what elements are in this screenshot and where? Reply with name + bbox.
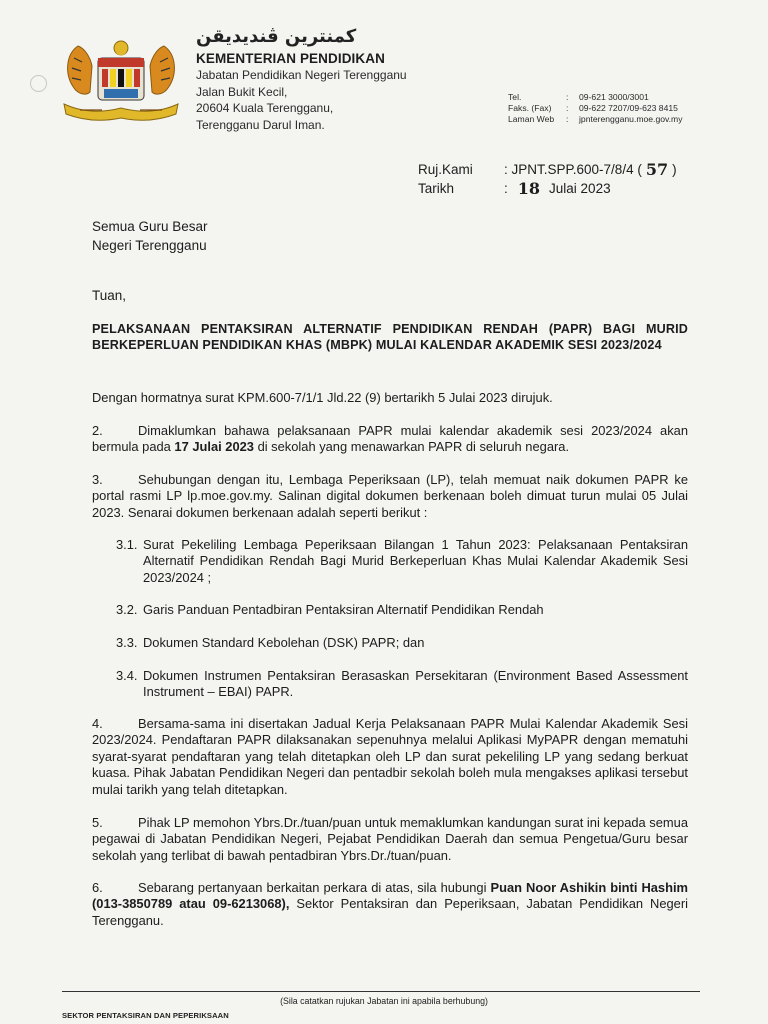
paragraph-2: 2. Dimaklumkan bahawa pelaksanaan PAPR mulai kalendar akademik sesi 2023/2024 akan bermula pada 17 Julai 2023 di sekolah yang menawarkan PAPR di seluruh negara. (92, 423, 688, 455)
address-line: 20604 Kuala Terengganu, (196, 101, 334, 116)
reference-close: ) (672, 162, 677, 177)
contact-label: Laman Web (508, 114, 555, 124)
paragraph-number: 3. (92, 472, 103, 487)
coat-of-arms-icon (60, 36, 182, 124)
paragraph-6: 6. Sebarang pertanyaan berkaitan perkara di atas, sila hubungi Puan Noor Ashikin binti Hashim (013-3850789 atau 09-6213068), Sektor Pentaksiran dan Peperiksaan, Jabatan Pendidikan Negeri Terengganu. (92, 880, 689, 928)
contact-row-fax: Faks. (Fax) : 09-622 7207/09-623 8415 (508, 103, 678, 113)
address-line: Jalan Bukit Kecil, (196, 84, 288, 99)
handwritten-date-day: 18 (517, 178, 541, 198)
department-address (196, 67, 407, 134)
ministry-jawi-name: كمنترين ڤنديديقن (196, 26, 357, 47)
date-row (418, 180, 677, 199)
contact-label: Faks. (Fax) (508, 103, 552, 113)
list-item-text: Garis Panduan Pentadbiran Pentaksiran Alternatif Pendidikan Rendah (143, 602, 544, 617)
address-line: Terengganu Darul Iman. (196, 118, 325, 133)
list-item-number: 3.3. (116, 635, 138, 650)
list-item-number: 3.1. (116, 537, 138, 552)
recipient-block (92, 217, 208, 255)
contact-row-web: Laman Web : jpnterengganu.moe.gov.my (508, 114, 683, 124)
list-item (116, 668, 688, 701)
letter-subject: PELAKSANAAN PENTAKSIRAN ALTERNATIF PENDIDIKAN RENDAH (PAPR) BAGI MURID BERKEPERLUAN PENDIDIKAN KHAS (MBPK) MULAI KALENDAR AKADEMIK SESI 2023/2024 (92, 322, 688, 352)
address-line: Jabatan Pendidikan Negeri Terengganu (196, 68, 407, 82)
paragraph-3: 3. Sehubungan dengan itu, Lembaga Peperiksaan (LP), telah memuat naik dokumen PAPR ke portal rasmi LP lp.moe.gov.my. Salinan digital dokumen berkenaan boleh dimuat turun mulai 05 Julai 2023. Senarai dokumen berkenaan adalah seperti berikut : (92, 472, 688, 520)
list-item (116, 602, 688, 618)
start-date-emphasis: 17 Julai 2023 (174, 439, 254, 455)
list-item (116, 635, 688, 651)
list-item-text: Dokumen Instrumen Pentaksiran Berasaskan Persekitaran (Environment Based Assessment Instrument – EBAI) PAPR. (143, 668, 688, 700)
list-item-number: 3.2. (116, 602, 138, 617)
salutation: Tuan, (92, 288, 127, 303)
reference-label: Ruj.Kami (418, 162, 473, 177)
date-month-year: Julai 2023 (549, 180, 611, 196)
list-item-number: 3.4. (116, 668, 138, 683)
paragraph-5: 5. Pihak LP memohon Ybrs.Dr./tuan/puan untuk memaklumkan kandungan surat ini kepada semua pegawai di Jabatan Pendidikan Negeri, Pejabat Pendidikan Daerah dan semua Pengetua/Guru besar sekolah yang terlibat di bawah pentadbiran Ybrs.Dr./tuan/puan. (92, 815, 688, 863)
recipient-line: Semua Guru Besar (92, 219, 208, 234)
punch-hole-mark (30, 75, 47, 92)
paragraph-number: 5. (92, 815, 103, 830)
contact-block (508, 92, 683, 125)
contact-person-emphasis: Puan Noor Ashikin binti Hashim (013-3850789 atau 09-6213068), (92, 880, 689, 912)
paragraph-number: 2. (92, 423, 103, 438)
paragraph-intro: Dengan hormatnya surat KPM.600-7/1/1 Jld.22 (9) bertarikh 5 Julai 2023 dirujuk. (92, 390, 553, 405)
reference-number: : JPNT.SPP.600-7/8/4 ( (504, 162, 642, 177)
contact-value: 09-622 7207/09-623 8415 (579, 103, 678, 113)
paragraph-4: 4. Bersama-sama ini disertakan Jadual Kerja Pelaksanaan PAPR Mulai Kalendar Akademik Sesi 2023/2024. Pendaftaran PAPR dilaksanakan sepenuhnya melalui Aplikasi MyPAPR dengan mematuhi syarat-syarat pendaftaran yang telah ditetapkan oleh LP dan surat pekeliling LP yang sedang berkuat kuasa. Pihak Jabatan Pendidikan Negeri dan pentadbir sekolah boleh mula mengakses aplikasi tersebut mulai tarikh yang telah ditetapkan. (92, 716, 688, 797)
reference-block (418, 161, 677, 198)
ministry-name: KEMENTERIAN PENDIDIKAN (196, 51, 385, 66)
paragraph-number: 4. (92, 716, 103, 731)
reference-row (418, 161, 677, 180)
footer-note: (Sila catatkan rujukan Jabatan ini apabila berhubung) (280, 996, 488, 1006)
paragraph-number: 6. (92, 880, 103, 895)
list-item-text: Dokumen Standard Kebolehan (DSK) PAPR; dan (143, 635, 425, 650)
list-item-text: Surat Pekeliling Lembaga Peperiksaan Bilangan 1 Tahun 2023: Pelaksanaan Pentaksiran Alternatif Pendidikan Rendah Bagi Murid Berkeperluan Khas Mulai Kalendar Akademik Sesi 2023/2024 ; (143, 537, 688, 585)
footer-divider (62, 991, 700, 992)
handwritten-ref-number: 57 (645, 160, 669, 179)
contact-row-tel: Tel. : 09-621 3000/3001 (508, 92, 649, 102)
footer-sector: SEKTOR PENTAKSIRAN DAN PEPERIKSAAN (62, 1011, 229, 1020)
contact-value: 09-621 3000/3001 (579, 92, 649, 102)
contact-value: jpnterengganu.moe.gov.my (579, 114, 683, 124)
contact-label: Tel. (508, 92, 522, 102)
date-colon: : (504, 180, 508, 196)
recipient-line: Negeri Terengganu (92, 238, 207, 253)
date-label: Tarikh (418, 180, 455, 196)
list-item (116, 537, 688, 586)
